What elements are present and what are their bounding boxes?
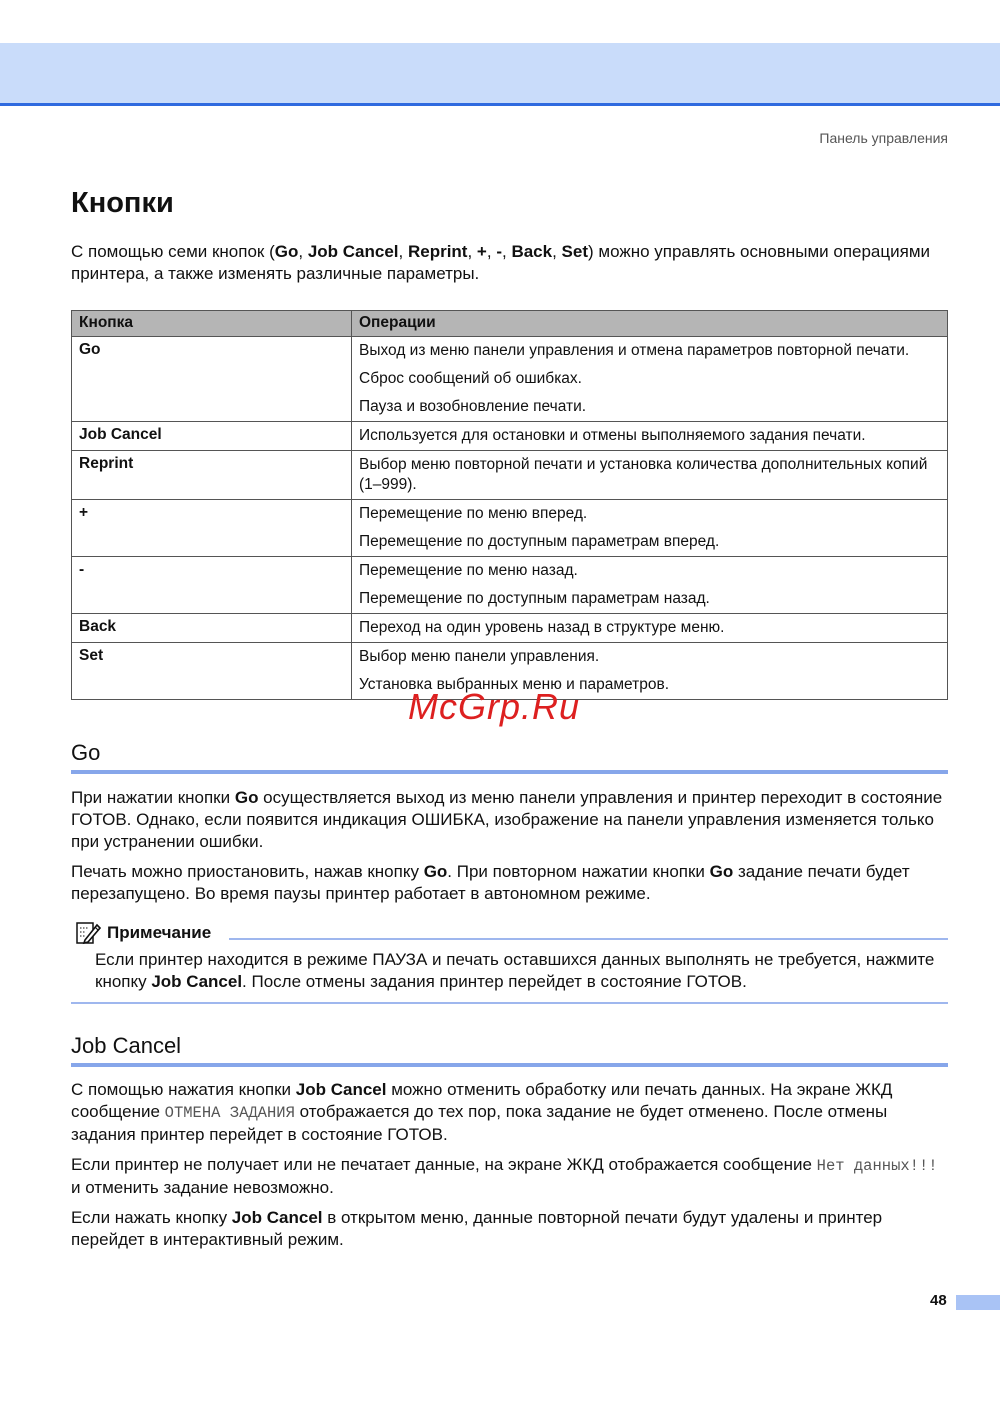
operations-cell (352, 451, 948, 500)
bold-run: Job Cancel (151, 972, 243, 991)
operations-cell (352, 422, 948, 451)
section-heading-job-cancel: Job Cancel (71, 1033, 948, 1067)
section-go-body (71, 787, 948, 905)
running-head: Панель управления (819, 130, 948, 146)
table-row (72, 614, 948, 643)
intro-paragraph (71, 241, 948, 285)
text-run: При нажатии кнопки (71, 788, 235, 807)
buttons-table (71, 310, 948, 700)
text-run: . При повторном нажатии кнопки (447, 862, 710, 881)
operation-text: Перемещение по доступным параметрам назад. (359, 590, 710, 607)
table-row (72, 422, 948, 451)
lcd-message: ОТМЕНА ЗАДАНИЯ (164, 1104, 295, 1122)
lcd-message: Нет данных!!! (816, 1157, 938, 1175)
text-run: задание печати будет перезапущено. Во время паузы принтер работает в автономном режиме. (71, 862, 910, 903)
text-run: в открытом меню, данные повторной печати будут удалены и принтер перейдет в интерактивный режим. (71, 1208, 883, 1249)
button-name-cell: Job Cancel (72, 422, 352, 451)
intro-text: , (552, 242, 562, 261)
operation-text: Пауза и возобновление печати. (359, 398, 587, 415)
note-box (71, 920, 948, 1004)
table-row (72, 451, 948, 500)
paragraph (71, 861, 948, 905)
intro-button-back: Back (511, 242, 553, 261)
operation-text: Сброс сообщений об ошибках. (359, 370, 582, 387)
section-job-cancel-body (71, 1079, 948, 1251)
operation-text: Выход из меню панели управления и отмена параметров повторной печати. (359, 342, 910, 359)
button-name-cell: - (72, 557, 352, 614)
intro-text: , (467, 242, 477, 261)
page-number: 48 (930, 1292, 947, 1309)
column-header-operations: Операции (352, 311, 948, 337)
intro-button-minus: - (496, 242, 502, 261)
intro-text: ) можно управлять основными операциями принтера, а также изменять различные параметры. (71, 242, 931, 283)
bold-run: Job Cancel (295, 1080, 387, 1099)
operations-cell (352, 614, 948, 643)
table-row (72, 557, 948, 614)
column-header-button: Кнопка (72, 311, 352, 337)
button-name-cell: Reprint (72, 451, 352, 500)
note-title: Примечание (107, 923, 212, 942)
text-run: С помощью нажатия кнопки (71, 1080, 296, 1099)
paragraph (71, 787, 948, 853)
intro-button-go: Go (274, 242, 299, 261)
button-name-cell: Set (72, 643, 352, 700)
paragraph (71, 1207, 948, 1251)
bold-run: Go (234, 788, 259, 807)
text-run: и отменить задание невозможно. (71, 1178, 334, 1197)
operations-cell (352, 500, 948, 557)
intro-button-reprint: Reprint (407, 242, 468, 261)
paragraph (71, 1154, 948, 1199)
text-run: Если принтер не получает или не печатает данные, на экране ЖКД отображается сообщение (71, 1155, 817, 1174)
intro-text: , (501, 242, 512, 261)
intro-button-set: Set (561, 242, 588, 261)
paragraph (71, 1079, 948, 1146)
operation-text: Перемещение по доступным параметрам вперед. (359, 533, 720, 550)
operation-text: Установка выбранных меню и параметров. (359, 676, 670, 693)
bold-run: Go (709, 862, 734, 881)
intro-text: , (398, 242, 408, 261)
operations-cell (352, 337, 948, 422)
watermark: McGrp.Ru (408, 686, 581, 727)
section-heading-go: Go (71, 740, 948, 774)
table-header-row (72, 311, 948, 337)
operation-text: Перемещение по меню назад. (359, 562, 578, 579)
operation-text: Переход на один уровень назад в структуре меню. (359, 619, 725, 636)
note-header (75, 920, 211, 946)
operation-text: Используется для остановки и отмены выполняемого задания печати. (359, 427, 866, 444)
page-tab (956, 1295, 1000, 1310)
text-run: . После отмены задания принтер перейдет в состояние ГОТОВ. (242, 972, 747, 991)
text-run: осуществляется выход из меню панели управления и принтер переходит в состояние ГОТОВ. Однако, если появится индикация ОШИБКА, изображение на панели управления изменяется только при устранении ошибки. (71, 788, 943, 851)
button-name-cell: + (72, 500, 352, 557)
intro-button-job-cancel: Job Cancel (307, 242, 399, 261)
button-name-cell: Back (72, 614, 352, 643)
operation-text: Выбор меню повторной печати и установка количества дополнительных копий (1–999). (359, 456, 928, 493)
table-row (72, 500, 948, 557)
note-body (95, 949, 945, 993)
intro-button-plus: + (476, 242, 487, 261)
operations-cell (352, 557, 948, 614)
note-pencil-icon (75, 920, 101, 946)
text-run: Печать можно приостановить, нажав кнопку (71, 862, 424, 881)
text-run: отображается до тех пор, пока задание не будет отменено. После отмены задания принтер перейдет в состояние ГОТОВ. (71, 1102, 888, 1144)
operation-text: Перемещение по меню вперед. (359, 505, 588, 522)
table-row (72, 337, 948, 422)
bold-run: Job Cancel (231, 1208, 323, 1227)
text-run: Если нажать кнопку (71, 1208, 232, 1227)
intro-text: , (298, 242, 308, 261)
text-run: можно отменить обработку или печать данных. На экране ЖКД сообщение (71, 1080, 893, 1121)
intro-text: , (486, 242, 497, 261)
header-band (0, 43, 1000, 106)
text-run: Если принтер находится в режиме ПАУЗА и печать оставшихся данных выполнять не требуется, нажмите кнопку (95, 950, 935, 991)
button-name-cell: Go (72, 337, 352, 422)
page-title: Кнопки (71, 187, 174, 219)
note-divider (229, 938, 948, 940)
operation-text: Выбор меню панели управления. (359, 648, 600, 665)
bold-run: Go (423, 862, 448, 881)
intro-text: С помощью семи кнопок ( (71, 242, 275, 261)
